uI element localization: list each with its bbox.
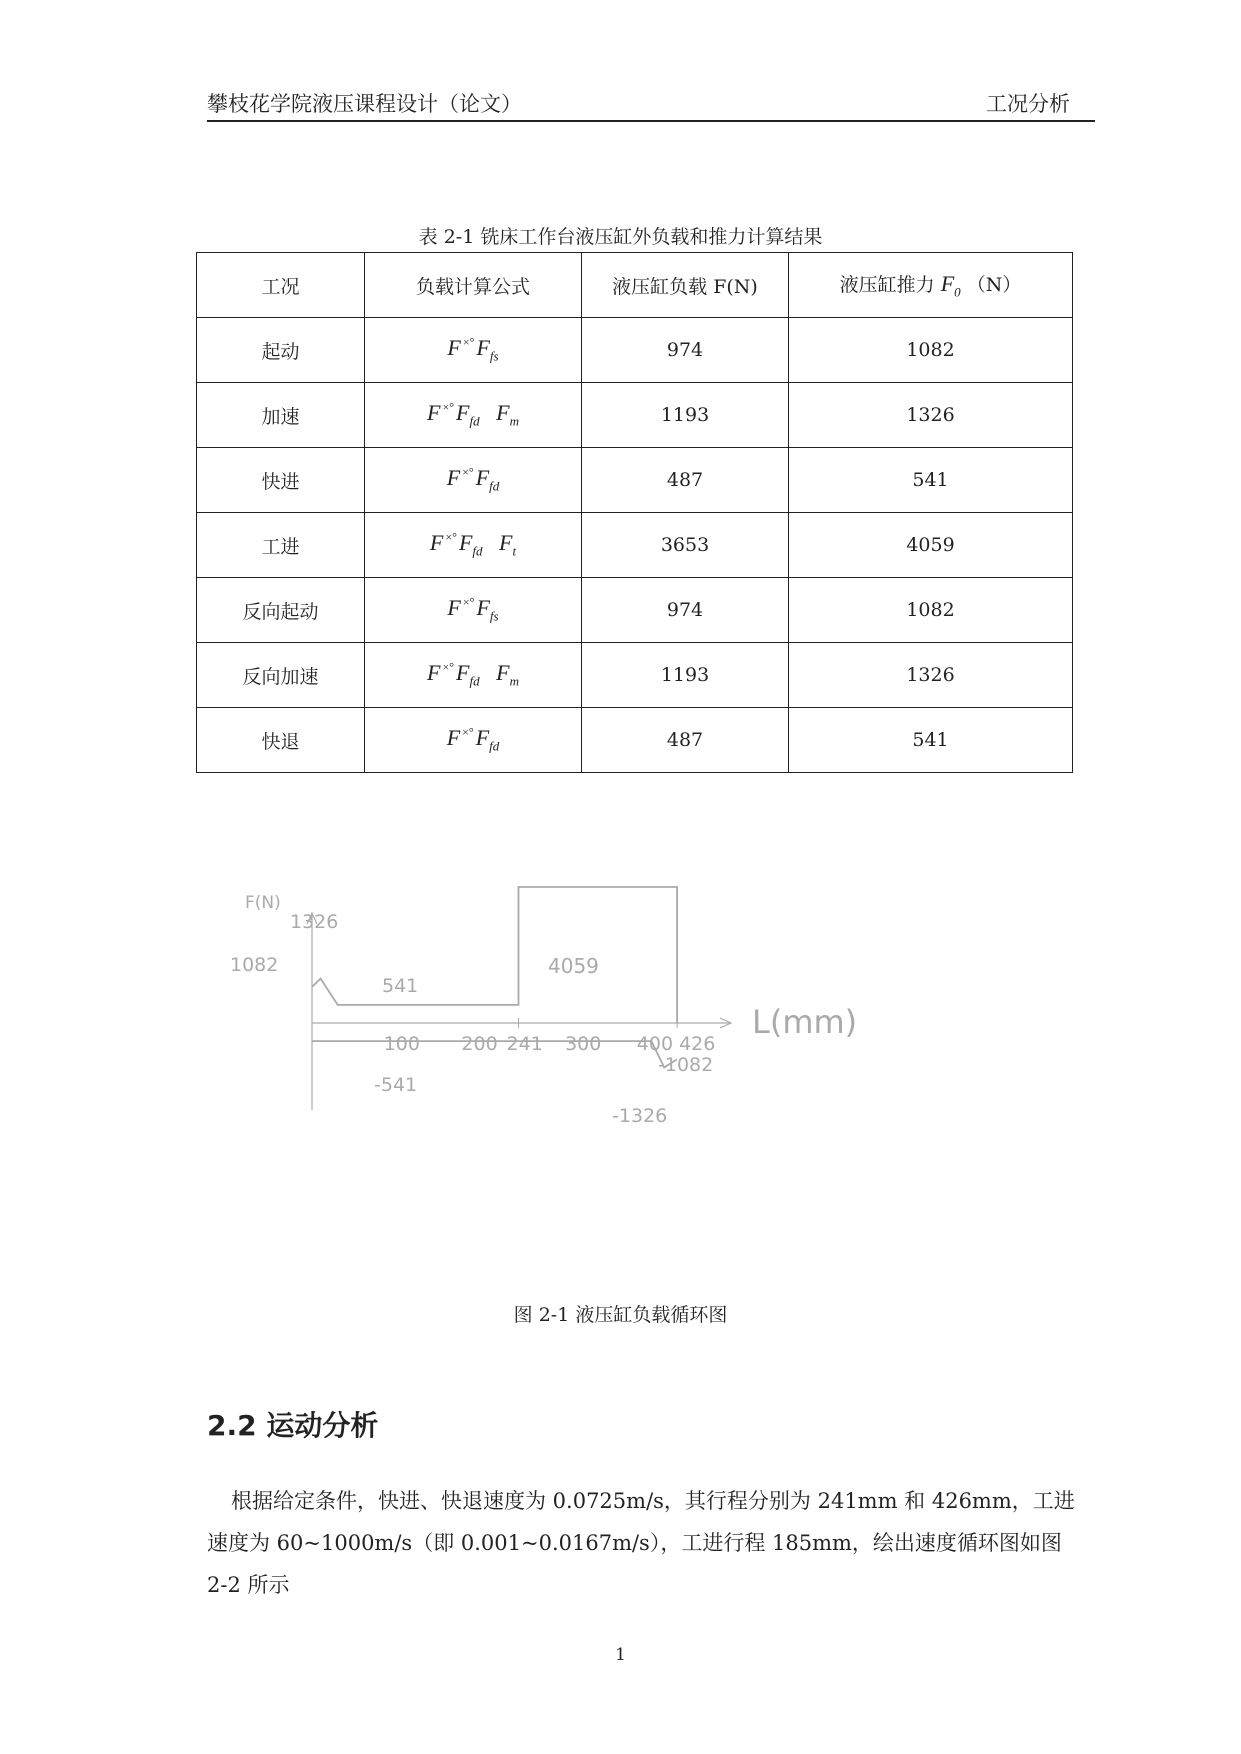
header-title: 攀枝花学院液压课程设计（论文） — [207, 92, 522, 116]
page-header — [207, 86, 1095, 122]
cell-thrust: 1082 — [789, 318, 1073, 383]
table-row — [197, 578, 1073, 643]
load-cycle-chart — [230, 880, 870, 1140]
load-series-0 — [312, 887, 677, 1023]
cell-load: 487 — [582, 448, 789, 513]
cell-state: 快进 — [197, 448, 365, 513]
cell-state: 加速 — [197, 383, 365, 448]
figure-caption: 图 2-1 液压缸负载循环图 — [513, 1304, 728, 1326]
header-thrust-label: 液压缸推力 — [839, 273, 935, 296]
load-table — [196, 252, 1073, 773]
x-tick-label: 300 — [565, 1033, 602, 1055]
table-header-row — [197, 253, 1073, 318]
value-label: 1082 — [230, 954, 279, 976]
cell-load: 1193 — [582, 643, 789, 708]
cell-thrust: 1326 — [789, 643, 1073, 708]
table-body — [197, 318, 1073, 773]
cell-state: 工进 — [197, 513, 365, 578]
cell-load: 1193 — [582, 383, 789, 448]
value-label: -1082 — [658, 1054, 714, 1076]
header-thrust-symbol: $F_0$ — [940, 270, 961, 300]
chart-labels — [230, 911, 715, 1127]
table-row — [197, 513, 1073, 578]
cell-formula: F $^{\times^\circ}F_{fd}$ — [365, 708, 582, 773]
table-row — [197, 383, 1073, 448]
value-label: -1326 — [612, 1105, 668, 1127]
cell-state: 快退 — [197, 708, 365, 773]
table-row — [197, 318, 1073, 383]
cell-thrust: 4059 — [789, 513, 1073, 578]
table-caption: 表 2-1 铣床工作台液压缸外负载和推力计算结果 — [418, 226, 823, 248]
cell-state: 反向加速 — [197, 643, 365, 708]
cell-formula: F $^{\times^\circ}F_{fd}$ — [365, 448, 582, 513]
x-tick-label: 100 — [383, 1033, 420, 1055]
value-label: -541 — [374, 1074, 418, 1096]
cell-state: 起动 — [197, 318, 365, 383]
value-label: 541 — [382, 975, 419, 997]
page-number: 1 — [615, 1645, 626, 1665]
cell-thrust: 541 — [789, 448, 1073, 513]
cell-formula: F $^{\times^\circ}F_{fs}$ — [365, 318, 582, 383]
header-section: 工况分析 — [986, 92, 1070, 116]
section-paragraph: 根据给定条件，快进、快退速度为 0.0725m/s，其行程分别为 241mm 和 426mm，工进速度为 60~1000m/s（即 0.001~0.0167m/s），工进行程 185mm，绘出速度循环图如图 2-2 所示 — [207, 1489, 1075, 1597]
x-tick-label: 426 — [679, 1033, 716, 1055]
cell-load: 974 — [582, 318, 789, 383]
header-formula: 负载计算公式 — [365, 253, 582, 318]
cell-load: 974 — [582, 578, 789, 643]
cell-load: 3653 — [582, 513, 789, 578]
header-state: 工况 — [197, 253, 365, 318]
cell-thrust: 1082 — [789, 578, 1073, 643]
x-tick-label: 200 — [461, 1033, 498, 1055]
y-axis-label: F(N) — [245, 893, 281, 913]
table-row — [197, 448, 1073, 513]
header-thrust — [789, 253, 1073, 318]
header-load: 液压缸负载 F(N) — [582, 253, 789, 318]
cell-formula: F $^{\times^\circ}F_{fd}$ $F_t$ — [365, 513, 582, 578]
x-tick-label: 400 — [636, 1033, 674, 1055]
x-tick-label: 241 — [506, 1033, 543, 1055]
cell-thrust: 1326 — [789, 383, 1073, 448]
cell-load: 487 — [582, 708, 789, 773]
x-axis-label: L(mm) — [752, 1003, 858, 1041]
cell-state: 反向起动 — [197, 578, 365, 643]
cell-formula: F $^{\times^\circ}F_{fd}$ $F_m$ — [365, 383, 582, 448]
table-row — [197, 643, 1073, 708]
section-heading: 2.2 运动分析 — [207, 1409, 379, 1442]
cell-formula: F $^{\times^\circ}F_{fs}$ — [365, 578, 582, 643]
table-row — [197, 708, 1073, 773]
header-thrust-unit: （N） — [966, 273, 1022, 296]
cell-thrust: 541 — [789, 708, 1073, 773]
value-label: 1326 — [290, 911, 339, 933]
cell-formula: F $^{\times^\circ}F_{fd}$ $F_m$ — [365, 643, 582, 708]
value-label: 4059 — [548, 954, 599, 978]
